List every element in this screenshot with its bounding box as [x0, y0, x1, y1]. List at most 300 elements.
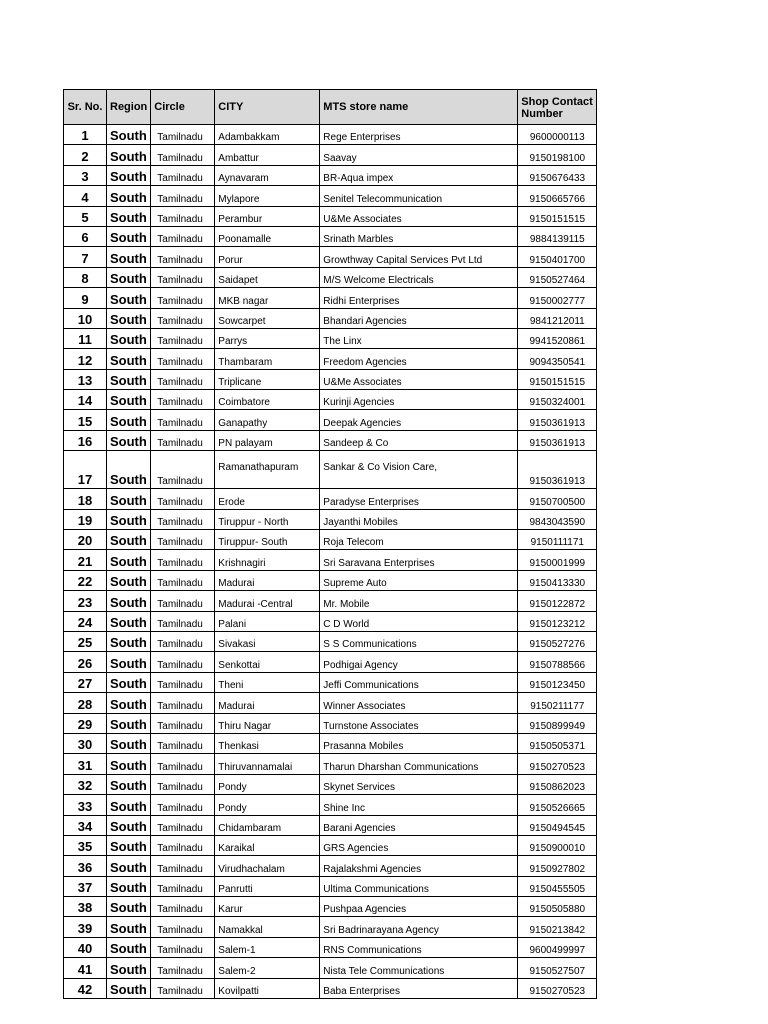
sr-no-cell: 10 — [64, 308, 107, 328]
city-cell: Parrys — [215, 328, 320, 348]
header-circle: Circle — [151, 90, 215, 125]
contact-number-cell: 9150361913 — [518, 430, 597, 450]
sr-no-cell: 16 — [64, 430, 107, 450]
table-row — [64, 672, 597, 692]
sr-no-cell: 33 — [64, 795, 107, 815]
city-cell: Madurai — [215, 693, 320, 713]
contact-number-cell: 9150527276 — [518, 631, 597, 651]
store-name-cell: Pushpaa Agencies — [320, 897, 518, 917]
table-row — [64, 693, 597, 713]
sr-no-cell: 18 — [64, 489, 107, 509]
sr-no-cell: 30 — [64, 733, 107, 753]
circle-cell: Tamilnadu — [151, 550, 215, 570]
sr-no-cell: 9 — [64, 288, 107, 308]
table-row — [64, 247, 597, 267]
city-cell: Theni — [215, 672, 320, 692]
store-name-cell: C D World — [320, 611, 518, 631]
store-name-cell: Mr. Mobile — [320, 591, 518, 611]
region-cell: South — [107, 978, 151, 998]
city-cell: Coimbatore — [215, 390, 320, 410]
city-cell: Thenkasi — [215, 733, 320, 753]
table-row — [64, 430, 597, 450]
store-name-cell: The Linx — [320, 328, 518, 348]
region-cell: South — [107, 631, 151, 651]
sr-no-cell: 42 — [64, 978, 107, 998]
city-cell: Pondy — [215, 795, 320, 815]
city-cell: Panrutti — [215, 876, 320, 896]
city-cell: Palani — [215, 611, 320, 631]
city-cell: Poonamalle — [215, 226, 320, 246]
contact-number-cell: 9150665766 — [518, 186, 597, 206]
region-cell: South — [107, 672, 151, 692]
sr-no-cell: 25 — [64, 631, 107, 651]
table-row — [64, 897, 597, 917]
sr-no-cell: 6 — [64, 226, 107, 246]
circle-cell: Tamilnadu — [151, 958, 215, 978]
region-cell: South — [107, 733, 151, 753]
circle-cell: Tamilnadu — [151, 186, 215, 206]
circle-cell: Tamilnadu — [151, 733, 215, 753]
table-row — [64, 390, 597, 410]
table-row — [64, 288, 597, 308]
store-name-cell: Supreme Auto — [320, 570, 518, 590]
contact-number-cell: 9150494545 — [518, 815, 597, 835]
circle-cell: Tamilnadu — [151, 570, 215, 590]
circle-cell: Tamilnadu — [151, 430, 215, 450]
store-name-cell: Growthway Capital Services Pvt Ltd — [320, 247, 518, 267]
contact-number-cell: 9150213842 — [518, 917, 597, 937]
circle-cell: Tamilnadu — [151, 390, 215, 410]
table-row — [64, 856, 597, 876]
region-cell: South — [107, 774, 151, 794]
sr-no-cell: 39 — [64, 917, 107, 937]
contact-number-cell: 9150700500 — [518, 489, 597, 509]
city-cell: Erode — [215, 489, 320, 509]
store-name-cell: S S Communications — [320, 631, 518, 651]
sr-no-cell: 37 — [64, 876, 107, 896]
table-row — [64, 509, 597, 529]
contact-number-cell: 9150211177 — [518, 693, 597, 713]
region-cell: South — [107, 591, 151, 611]
table-row — [64, 349, 597, 369]
region-cell: South — [107, 186, 151, 206]
circle-cell: Tamilnadu — [151, 693, 215, 713]
circle-cell: Tamilnadu — [151, 308, 215, 328]
region-cell: South — [107, 693, 151, 713]
contact-number-cell: 9150505371 — [518, 733, 597, 753]
store-name-cell: Rajalakshmi Agencies — [320, 856, 518, 876]
store-name-cell: Tharun Dharshan Communications — [320, 754, 518, 774]
contact-number-cell: 9150527507 — [518, 958, 597, 978]
contact-number-cell: 9150198100 — [518, 145, 597, 165]
contact-number-cell: 9600499997 — [518, 937, 597, 957]
circle-cell: Tamilnadu — [151, 489, 215, 509]
region-cell: South — [107, 206, 151, 226]
header-region: Region — [107, 90, 151, 125]
table-row — [64, 125, 597, 145]
table-row — [64, 815, 597, 835]
city-cell: Senkottai — [215, 652, 320, 672]
circle-cell: Tamilnadu — [151, 856, 215, 876]
region-cell: South — [107, 267, 151, 287]
region-cell: South — [107, 226, 151, 246]
table-row — [64, 754, 597, 774]
table-row — [64, 267, 597, 287]
region-cell: South — [107, 795, 151, 815]
circle-cell: Tamilnadu — [151, 591, 215, 611]
city-cell: Triplicane — [215, 369, 320, 389]
region-cell: South — [107, 308, 151, 328]
region-cell: South — [107, 713, 151, 733]
contact-number-cell: 9150413330 — [518, 570, 597, 590]
region-cell: South — [107, 451, 151, 489]
city-cell: Kovilpatti — [215, 978, 320, 998]
sr-no-cell: 11 — [64, 328, 107, 348]
contact-number-cell: 9150001999 — [518, 550, 597, 570]
header-sr-no: Sr. No. — [64, 90, 107, 125]
store-name-cell: Shine Inc — [320, 795, 518, 815]
table-row — [64, 226, 597, 246]
sr-no-cell: 27 — [64, 672, 107, 692]
table-row — [64, 591, 597, 611]
sr-no-cell: 26 — [64, 652, 107, 672]
table-row — [64, 165, 597, 185]
contact-number-cell: 9150111171 — [518, 530, 597, 550]
contact-number-cell: 9150270523 — [518, 754, 597, 774]
circle-cell: Tamilnadu — [151, 631, 215, 651]
circle-cell: Tamilnadu — [151, 835, 215, 855]
sr-no-cell: 35 — [64, 835, 107, 855]
city-cell: Adambakkam — [215, 125, 320, 145]
contact-number-cell: 9150123212 — [518, 611, 597, 631]
circle-cell: Tamilnadu — [151, 652, 215, 672]
sr-no-cell: 8 — [64, 267, 107, 287]
table-row — [64, 308, 597, 328]
city-cell: Virudhachalam — [215, 856, 320, 876]
region-cell: South — [107, 652, 151, 672]
region-cell: South — [107, 509, 151, 529]
circle-cell: Tamilnadu — [151, 125, 215, 145]
table-row — [64, 937, 597, 957]
table-row — [64, 713, 597, 733]
region-cell: South — [107, 856, 151, 876]
sr-no-cell: 38 — [64, 897, 107, 917]
circle-cell: Tamilnadu — [151, 288, 215, 308]
circle-cell: Tamilnadu — [151, 937, 215, 957]
region-cell: South — [107, 369, 151, 389]
table-row — [64, 733, 597, 753]
circle-cell: Tamilnadu — [151, 774, 215, 794]
region-cell: South — [107, 430, 151, 450]
region-cell: South — [107, 288, 151, 308]
table-row — [64, 795, 597, 815]
circle-cell: Tamilnadu — [151, 206, 215, 226]
store-name-cell: Skynet Services — [320, 774, 518, 794]
circle-cell: Tamilnadu — [151, 876, 215, 896]
contact-number-cell: 9094350541 — [518, 349, 597, 369]
store-list-table — [63, 89, 597, 999]
city-cell: Madurai -Central — [215, 591, 320, 611]
contact-number-cell: 9150862023 — [518, 774, 597, 794]
table-row — [64, 328, 597, 348]
circle-cell: Tamilnadu — [151, 795, 215, 815]
contact-number-cell: 9150122872 — [518, 591, 597, 611]
header-row — [64, 90, 597, 125]
contact-number-cell: 9150788566 — [518, 652, 597, 672]
region-cell: South — [107, 145, 151, 165]
contact-number-cell: 9150455505 — [518, 876, 597, 896]
table-row — [64, 835, 597, 855]
circle-cell: Tamilnadu — [151, 369, 215, 389]
circle-cell: Tamilnadu — [151, 978, 215, 998]
region-cell: South — [107, 165, 151, 185]
region-cell: South — [107, 489, 151, 509]
table-row — [64, 369, 597, 389]
city-cell: Aynavaram — [215, 165, 320, 185]
table-row — [64, 774, 597, 794]
contact-number-cell: 9150927802 — [518, 856, 597, 876]
store-name-cell: Freedom Agencies — [320, 349, 518, 369]
store-name-cell: BR-Aqua impex — [320, 165, 518, 185]
store-name-cell: Jayanthi Mobiles — [320, 509, 518, 529]
city-cell: Ganapathy — [215, 410, 320, 430]
contact-number-cell: 9150123450 — [518, 672, 597, 692]
store-name-cell: Ridhi Enterprises — [320, 288, 518, 308]
store-name-cell: Turnstone Associates — [320, 713, 518, 733]
contact-number-cell: 9150527464 — [518, 267, 597, 287]
store-name-cell: Ultima Communications — [320, 876, 518, 896]
circle-cell: Tamilnadu — [151, 226, 215, 246]
header-city: CITY — [215, 90, 320, 125]
region-cell: South — [107, 937, 151, 957]
contact-number-cell: 9150526665 — [518, 795, 597, 815]
sr-no-cell: 21 — [64, 550, 107, 570]
city-cell: Tiruppur - North — [215, 509, 320, 529]
contact-number-cell: 9150151515 — [518, 206, 597, 226]
circle-cell: Tamilnadu — [151, 530, 215, 550]
circle-cell: Tamilnadu — [151, 917, 215, 937]
contact-number-cell: 9150505880 — [518, 897, 597, 917]
contact-number-cell: 9150324001 — [518, 390, 597, 410]
store-name-cell: Barani Agencies — [320, 815, 518, 835]
circle-cell: Tamilnadu — [151, 165, 215, 185]
city-cell: Karaikal — [215, 835, 320, 855]
city-cell: Namakkal — [215, 917, 320, 937]
circle-cell: Tamilnadu — [151, 267, 215, 287]
city-cell: Thiru Nagar — [215, 713, 320, 733]
sr-no-cell: 5 — [64, 206, 107, 226]
sr-no-cell: 23 — [64, 591, 107, 611]
circle-cell: Tamilnadu — [151, 754, 215, 774]
region-cell: South — [107, 328, 151, 348]
contact-number-cell: 9600000113 — [518, 125, 597, 145]
city-cell: Sowcarpet — [215, 308, 320, 328]
circle-cell: Tamilnadu — [151, 247, 215, 267]
city-cell: Salem-1 — [215, 937, 320, 957]
store-name-cell: Prasanna Mobiles — [320, 733, 518, 753]
city-cell: Tiruppur- South — [215, 530, 320, 550]
circle-cell: Tamilnadu — [151, 145, 215, 165]
region-cell: South — [107, 410, 151, 430]
city-cell: Perambur — [215, 206, 320, 226]
table-row — [64, 206, 597, 226]
table-row — [64, 550, 597, 570]
sr-no-cell: 14 — [64, 390, 107, 410]
circle-cell: Tamilnadu — [151, 815, 215, 835]
sr-no-cell: 19 — [64, 509, 107, 529]
sr-no-cell: 36 — [64, 856, 107, 876]
circle-cell: Tamilnadu — [151, 611, 215, 631]
table-row — [64, 978, 597, 998]
city-cell: Sivakasi — [215, 631, 320, 651]
store-name-cell: Sri Badrinarayana Agency — [320, 917, 518, 937]
store-name-cell: Sankar & Co Vision Care, — [320, 451, 518, 489]
contact-number-cell: 9884139115 — [518, 226, 597, 246]
sr-no-cell: 41 — [64, 958, 107, 978]
city-cell: Krishnagiri — [215, 550, 320, 570]
sr-no-cell: 3 — [64, 165, 107, 185]
table-row — [64, 186, 597, 206]
city-cell: Pondy — [215, 774, 320, 794]
store-name-cell: Roja Telecom — [320, 530, 518, 550]
store-name-cell: Rege Enterprises — [320, 125, 518, 145]
store-name-cell: RNS Communications — [320, 937, 518, 957]
sr-no-cell: 12 — [64, 349, 107, 369]
city-cell: PN palayam — [215, 430, 320, 450]
sr-no-cell: 20 — [64, 530, 107, 550]
circle-cell: Tamilnadu — [151, 349, 215, 369]
contact-number-cell: 9150270523 — [518, 978, 597, 998]
table-row — [64, 489, 597, 509]
circle-cell: Tamilnadu — [151, 451, 215, 489]
sr-no-cell: 1 — [64, 125, 107, 145]
table-row — [64, 876, 597, 896]
circle-cell: Tamilnadu — [151, 509, 215, 529]
table-row — [64, 917, 597, 937]
region-cell: South — [107, 390, 151, 410]
store-name-cell: Srinath Marbles — [320, 226, 518, 246]
store-name-cell: Sandeep & Co — [320, 430, 518, 450]
sr-no-cell: 28 — [64, 693, 107, 713]
contact-number-cell: 9150401700 — [518, 247, 597, 267]
store-name-cell: Saavay — [320, 145, 518, 165]
city-cell: Karur — [215, 897, 320, 917]
store-name-cell: Jeffi Communications — [320, 672, 518, 692]
sr-no-cell: 7 — [64, 247, 107, 267]
contact-number-cell: 9150899949 — [518, 713, 597, 733]
table-row — [64, 451, 597, 489]
store-name-cell: Paradyse Enterprises — [320, 489, 518, 509]
city-cell: Madurai — [215, 570, 320, 590]
sr-no-cell: 24 — [64, 611, 107, 631]
store-name-cell: Winner Associates — [320, 693, 518, 713]
city-cell: Ambattur — [215, 145, 320, 165]
region-cell: South — [107, 815, 151, 835]
table-row — [64, 958, 597, 978]
store-name-cell: M/S Welcome Electricals — [320, 267, 518, 287]
store-name-cell: Baba Enterprises — [320, 978, 518, 998]
contact-number-cell: 9150151515 — [518, 369, 597, 389]
sr-no-cell: 13 — [64, 369, 107, 389]
store-name-cell: Podhigai Agency — [320, 652, 518, 672]
contact-number-cell: 9150361913 — [518, 410, 597, 430]
sr-no-cell: 15 — [64, 410, 107, 430]
sr-no-cell: 2 — [64, 145, 107, 165]
region-cell: South — [107, 125, 151, 145]
table-row — [64, 145, 597, 165]
contact-number-cell: 9150900010 — [518, 835, 597, 855]
region-cell: South — [107, 897, 151, 917]
region-cell: South — [107, 958, 151, 978]
circle-cell: Tamilnadu — [151, 897, 215, 917]
region-cell: South — [107, 247, 151, 267]
region-cell: South — [107, 530, 151, 550]
table-row — [64, 570, 597, 590]
city-cell: Ramanathapuram — [215, 451, 320, 489]
circle-cell: Tamilnadu — [151, 713, 215, 733]
sr-no-cell: 32 — [64, 774, 107, 794]
city-cell: Porur — [215, 247, 320, 267]
contact-number-cell: 9841212011 — [518, 308, 597, 328]
city-cell: Thambaram — [215, 349, 320, 369]
sr-no-cell: 17 — [64, 451, 107, 489]
store-name-cell: Senitel Telecommunication — [320, 186, 518, 206]
store-name-cell: U&Me Associates — [320, 206, 518, 226]
region-cell: South — [107, 611, 151, 631]
city-cell: Chidambaram — [215, 815, 320, 835]
city-cell: Thiruvannamalai — [215, 754, 320, 774]
circle-cell: Tamilnadu — [151, 410, 215, 430]
sr-no-cell: 4 — [64, 186, 107, 206]
circle-cell: Tamilnadu — [151, 328, 215, 348]
table-row — [64, 611, 597, 631]
store-name-cell: Bhandari Agencies — [320, 308, 518, 328]
table-row — [64, 530, 597, 550]
store-name-cell: Nista Tele Communications — [320, 958, 518, 978]
contact-number-cell: 9843043590 — [518, 509, 597, 529]
city-cell: Salem-2 — [215, 958, 320, 978]
sr-no-cell: 22 — [64, 570, 107, 590]
region-cell: South — [107, 550, 151, 570]
region-cell: South — [107, 570, 151, 590]
table-row — [64, 631, 597, 651]
contact-number-cell: 9150361913 — [518, 451, 597, 489]
contact-number-cell: 9150676433 — [518, 165, 597, 185]
table-row — [64, 410, 597, 430]
sr-no-cell: 29 — [64, 713, 107, 733]
region-cell: South — [107, 917, 151, 937]
city-cell: Saidapet — [215, 267, 320, 287]
contact-number-cell: 9941520861 — [518, 328, 597, 348]
region-cell: South — [107, 349, 151, 369]
sr-no-cell: 31 — [64, 754, 107, 774]
header-store-name: MTS store name — [320, 90, 518, 125]
sr-no-cell: 34 — [64, 815, 107, 835]
region-cell: South — [107, 835, 151, 855]
region-cell: South — [107, 876, 151, 896]
store-name-cell: Sri Saravana Enterprises — [320, 550, 518, 570]
store-name-cell: Kurinji Agencies — [320, 390, 518, 410]
store-name-cell: GRS Agencies — [320, 835, 518, 855]
store-name-cell: U&Me Associates — [320, 369, 518, 389]
sr-no-cell: 40 — [64, 937, 107, 957]
store-name-cell: Deepak Agencies — [320, 410, 518, 430]
table-row — [64, 652, 597, 672]
circle-cell: Tamilnadu — [151, 672, 215, 692]
header-shop-contact-number: Shop Contact Number — [518, 90, 597, 125]
city-cell: MKB nagar — [215, 288, 320, 308]
city-cell: Mylapore — [215, 186, 320, 206]
